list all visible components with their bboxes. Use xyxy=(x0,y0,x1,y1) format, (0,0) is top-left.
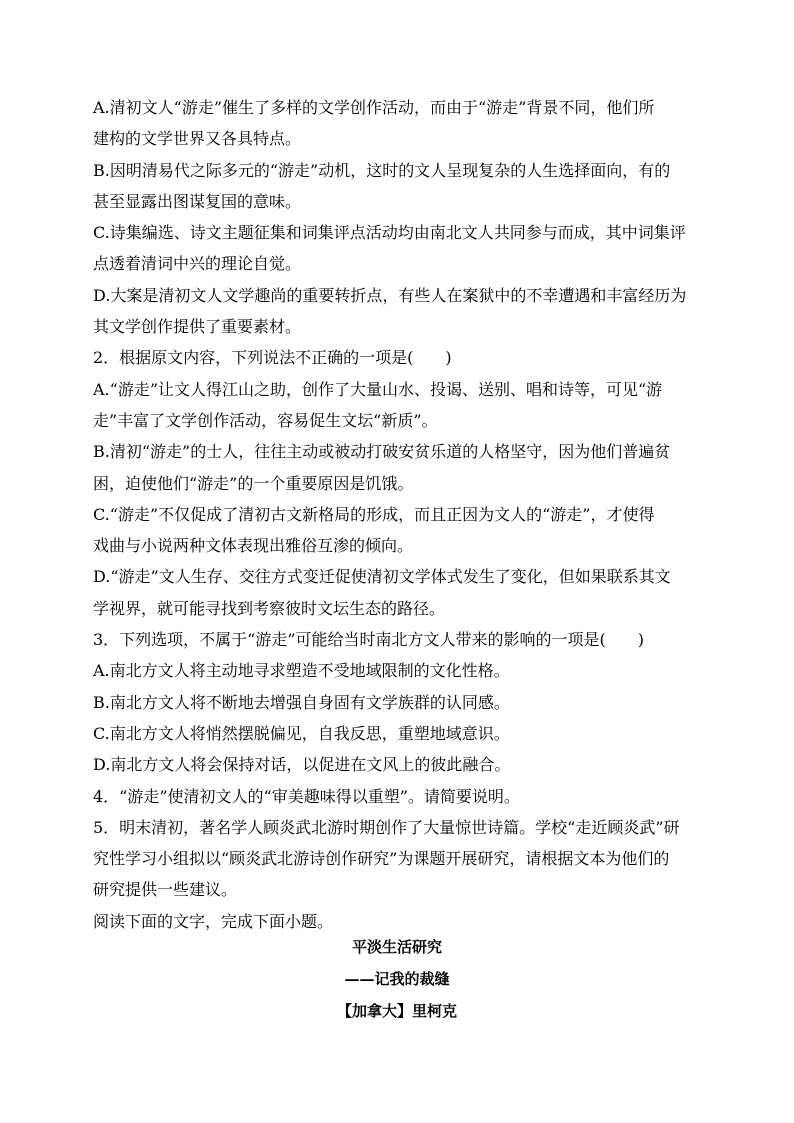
text-line: 其文学创作提供了重要素材。 xyxy=(93,317,302,337)
text-line: A.南北方文人将主动地寻求塑造不受地域限制的文化性格。 xyxy=(93,661,510,681)
article-author: 【加拿大】里柯克 xyxy=(336,1002,457,1020)
text-line: 学视界，就可能寻找到考察彼时文坛生态的路径。 xyxy=(93,598,446,618)
text-line: C.南北方文人将悄然摆脱偏见，自我反思，重塑地域意识。 xyxy=(93,723,510,743)
text-line: B.因明清易代之际多元的“游走”动机，这时的文人呈现复杂的人生选择面向，有的 xyxy=(93,160,671,180)
text-line: 点透着清词中兴的理论自觉。 xyxy=(93,254,302,274)
text-line: D.大案是清初文人文学趣尚的重要转折点，有些人在案狱中的不幸遭遇和丰富经历为 xyxy=(93,285,687,305)
text-line: 甚至显露出图谋复国的意味。 xyxy=(93,191,302,211)
question-5-stem: 5．明末清初，著名学人顾炎武北游时期创作了大量惊世诗篇。学校“走近顾炎武”研 xyxy=(93,817,680,837)
text-line: A.清初文人“游走”催生了多样的文学创作活动，而由于“游走”背景不同，他们所 xyxy=(93,98,655,117)
question-text xyxy=(93,92,703,937)
text-line: 究性学习小组拟以“顾炎武北游诗创作研究”为课题开展研究，请根据文本为他们的 xyxy=(93,849,670,869)
text-line: 戏曲与小说两种文体表现出雅俗互渗的倾向。 xyxy=(93,536,414,556)
text-line: A.“游走”让文人得江山之助，创作了大量山水、投谒、送别、唱和诗等，可见“游 xyxy=(93,379,663,399)
text-line: 研究提供一些建议。 xyxy=(93,880,238,900)
question-2-stem: 2．根据原文内容，下列说法不正确的一项是( ) xyxy=(93,348,452,368)
text-line: C.诗集编选、诗文主题征集和词集评点活动均由南北文人共同参与而成，其中词集评 xyxy=(93,223,686,243)
reading-instruction: 阅读下面的文字，完成下面小题。 xyxy=(93,911,334,931)
text-line: 困，迫使他们“游走”的一个重要原因是饥饿。 xyxy=(93,473,414,493)
article-title: 平淡生活研究 xyxy=(351,938,442,956)
text-line: D.南北方文人将会保持对话，以促进在文风上的彼此融合。 xyxy=(93,755,511,775)
article-subtitle: ——记我的裁缝 xyxy=(344,970,450,988)
question-4-stem: 4．“游走”使清初文人的“审美趣味得以重塑”。请简要说明。 xyxy=(93,786,520,806)
text-line: D.“游走”文人生存、交往方式变迁促使清初文学体式发生了变化，但如果联系其文 xyxy=(93,567,671,587)
text-line: B.南北方文人将不断地去增强自身固有文学族群的认同感。 xyxy=(93,692,510,712)
text-line: 建构的文学世界又各具特点。 xyxy=(93,129,302,149)
question-3-stem: 3．下列选项，不属于“游走”可能给当时南北方文人带来的影响的一项是( ) xyxy=(93,630,645,650)
text-line: 走”丰富了文学创作活动，容易促生文坛“新质”。 xyxy=(93,410,438,430)
text-line: C.“游走”不仅促成了清初古文新格局的形成，而且正因为文人的“游走”，才使得 xyxy=(93,504,655,524)
text-line: B.清初“游走”的士人，往往主动或被动打破安贫乐道的人格坚守，因为他们普遍贫 xyxy=(93,442,671,462)
